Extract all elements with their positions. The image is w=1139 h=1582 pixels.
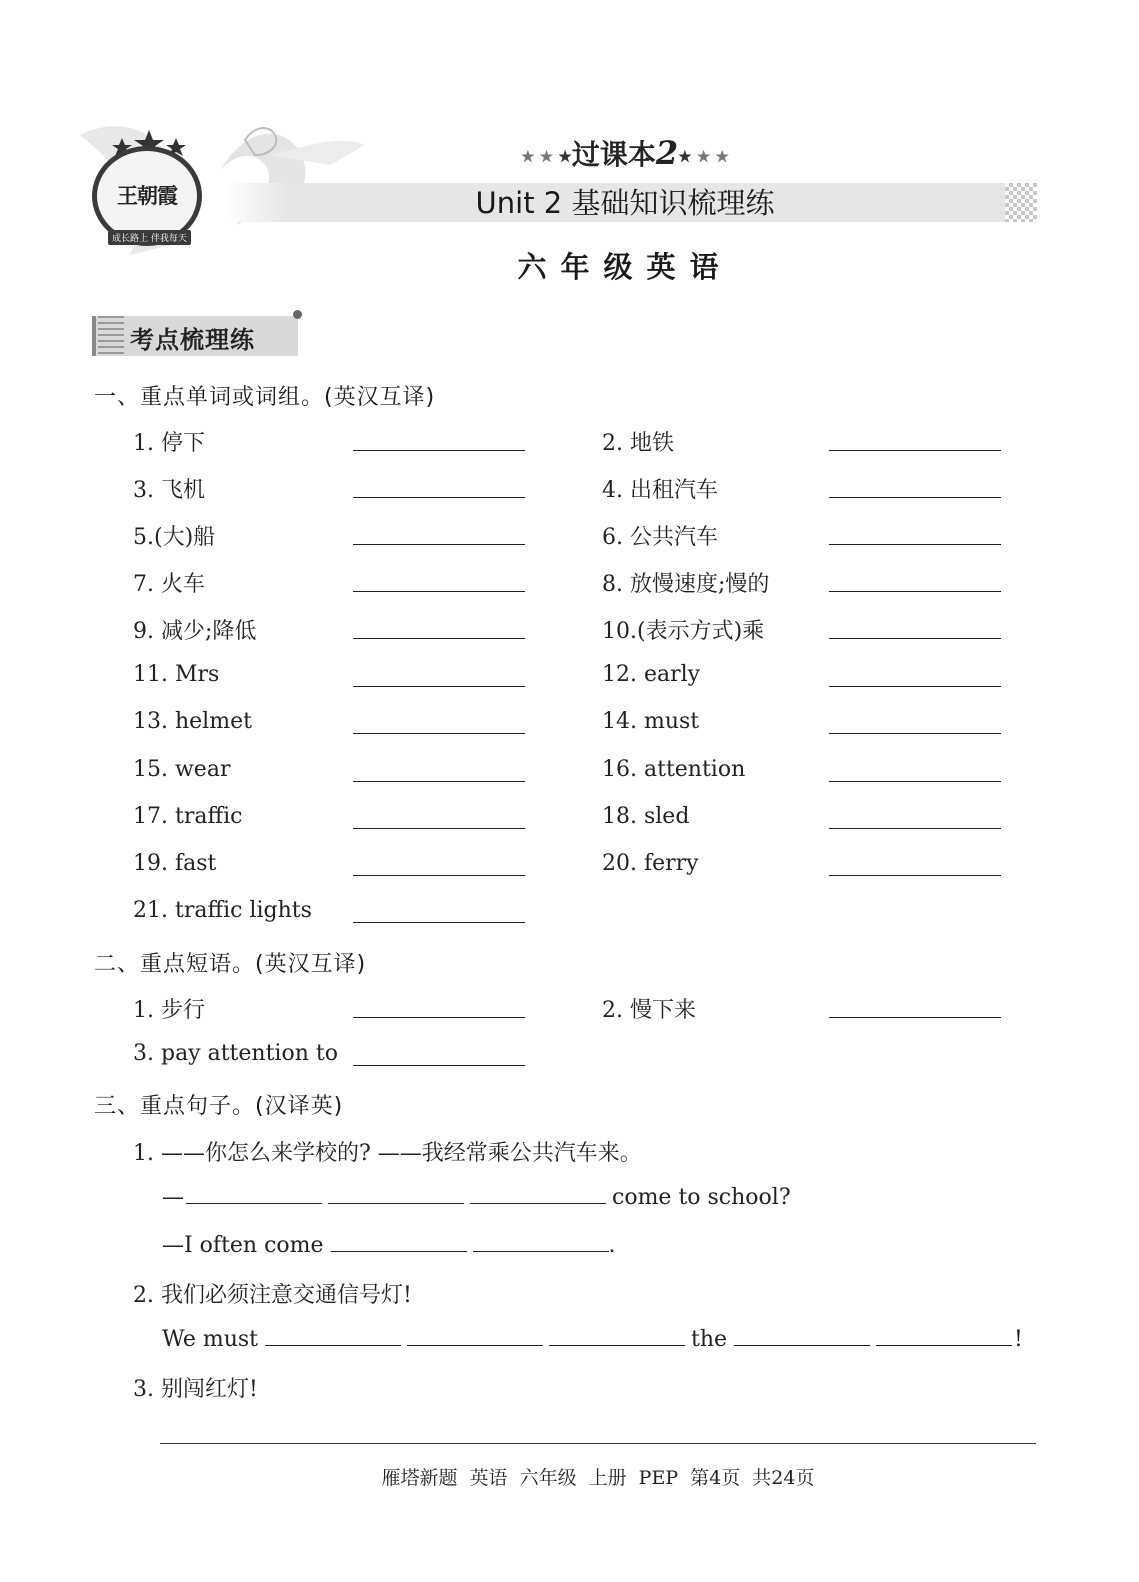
word-item: 7. 火车	[133, 572, 205, 597]
dash-prefix: —	[162, 1185, 184, 1210]
line-suffix: .	[608, 1233, 616, 1258]
sentence-answer-line	[162, 1231, 616, 1258]
page-subtitle: 六年级英语	[517, 250, 733, 284]
title-band-checker	[1005, 183, 1037, 222]
answer-blank[interactable]	[328, 1183, 464, 1204]
phrase-item: 1. 步行	[133, 998, 205, 1023]
star-icon: ★	[678, 147, 692, 166]
phrase-item: 2. 慢下来	[602, 998, 696, 1023]
line-middle: the	[691, 1327, 728, 1352]
answer-blank[interactable]	[829, 1017, 1001, 1018]
word-item: 8. 放慢速度;慢的	[602, 572, 770, 597]
line-suffix: !	[1014, 1327, 1023, 1352]
answer-blank[interactable]	[353, 544, 525, 545]
line-prefix: —I often come	[162, 1233, 324, 1258]
word-item: 20. ferry	[602, 851, 699, 876]
answer-blank[interactable]	[186, 1183, 322, 1204]
word-item: 21. traffic lights	[133, 898, 312, 923]
answer-blank[interactable]	[470, 1183, 606, 1204]
tab-stripes	[98, 316, 124, 356]
star-icon: ★	[558, 147, 572, 166]
answer-blank[interactable]	[265, 1325, 401, 1346]
answer-blank[interactable]	[829, 497, 1001, 498]
answer-blank[interactable]	[876, 1325, 1012, 1346]
answer-blank[interactable]	[353, 638, 525, 639]
answer-blank[interactable]	[353, 686, 525, 687]
star-icon: ★ ★	[691, 147, 729, 166]
word-item: 16. attention	[602, 757, 746, 782]
footer-rule	[160, 1443, 1036, 1444]
answer-blank[interactable]	[829, 875, 1001, 876]
word-item: 18. sled	[602, 804, 690, 829]
line-suffix: come to school?	[612, 1185, 791, 1210]
answer-blank[interactable]	[353, 781, 525, 782]
sentence-answer-line	[162, 1183, 791, 1210]
pin-icon	[293, 310, 302, 319]
phrase-item: 3. pay attention to	[133, 1041, 338, 1066]
answer-blank[interactable]	[353, 875, 525, 876]
section-tab-label: 考点梳理练	[130, 325, 255, 354]
sentence-prompt: 3. 别闯红灯!	[133, 1377, 258, 1402]
word-item: 15. wear	[133, 757, 231, 782]
answer-blank[interactable]	[353, 497, 525, 498]
answer-blank[interactable]	[353, 1065, 525, 1066]
logo-brand: 王朝霞	[117, 183, 177, 208]
answer-blank[interactable]	[829, 638, 1001, 639]
word-item: 6. 公共汽车	[602, 525, 718, 550]
answer-blank[interactable]	[353, 922, 525, 923]
answer-blank[interactable]	[829, 591, 1001, 592]
word-item: 13. helmet	[133, 709, 252, 734]
answer-blank[interactable]	[331, 1231, 467, 1252]
word-item: 2. 地铁	[602, 431, 674, 456]
sentence-answer-line	[162, 1325, 1023, 1352]
answer-blank[interactable]	[407, 1325, 543, 1346]
line-prefix: We must	[162, 1327, 258, 1352]
sentence-prompt: 2. 我们必须注意交通信号灯!	[133, 1283, 412, 1308]
answer-blank[interactable]	[353, 450, 525, 451]
word-item: 1. 停下	[133, 431, 205, 456]
section-tab	[92, 316, 298, 356]
answer-blank[interactable]	[549, 1325, 685, 1346]
lesson-badge	[505, 133, 745, 173]
word-item: 3. 飞机	[133, 478, 205, 503]
part1-heading: 一、重点单词或词组。(英汉互译)	[94, 385, 436, 410]
part3-heading: 三、重点句子。(汉译英)	[94, 1094, 344, 1119]
footer-text: 雁塔新题 英语 六年级 上册 PEP 第4页 共24页	[381, 1467, 815, 1489]
word-item: 5.(大)船	[133, 525, 216, 550]
answer-blank[interactable]	[734, 1325, 870, 1346]
word-item: 9. 减少;降低	[133, 619, 257, 644]
part2-heading: 二、重点短语。(英汉互译)	[94, 952, 367, 977]
answer-blank[interactable]	[353, 828, 525, 829]
answer-blank[interactable]	[829, 686, 1001, 687]
answer-blank[interactable]	[473, 1231, 609, 1252]
answer-blank[interactable]	[353, 733, 525, 734]
answer-blank[interactable]	[829, 733, 1001, 734]
word-item: 19. fast	[133, 851, 217, 876]
badge-text: 过课本	[571, 138, 656, 171]
star-icon: ★ ★	[521, 147, 559, 166]
word-item: 12. early	[602, 662, 701, 687]
word-item: 17. traffic	[133, 804, 243, 829]
answer-blank[interactable]	[353, 1017, 525, 1018]
answer-blank[interactable]	[829, 544, 1001, 545]
word-item: 11. Mrs	[133, 662, 220, 687]
answer-blank[interactable]	[829, 781, 1001, 782]
sentence-prompt: 1. ——你怎么来学校的? ——我经常乘公共汽车来。	[133, 1141, 642, 1166]
word-item: 14. must	[602, 709, 700, 734]
answer-blank[interactable]	[353, 591, 525, 592]
logo-slogan: 成长路上 伴我每天	[108, 230, 191, 245]
word-item: 4. 出租汽车	[602, 478, 718, 503]
word-item: 10.(表示方式)乘	[602, 619, 765, 644]
answer-blank[interactable]	[829, 828, 1001, 829]
page-title: Unit 2 基础知识梳理练	[475, 186, 775, 220]
badge-number: 2	[655, 134, 679, 172]
answer-blank[interactable]	[829, 450, 1001, 451]
